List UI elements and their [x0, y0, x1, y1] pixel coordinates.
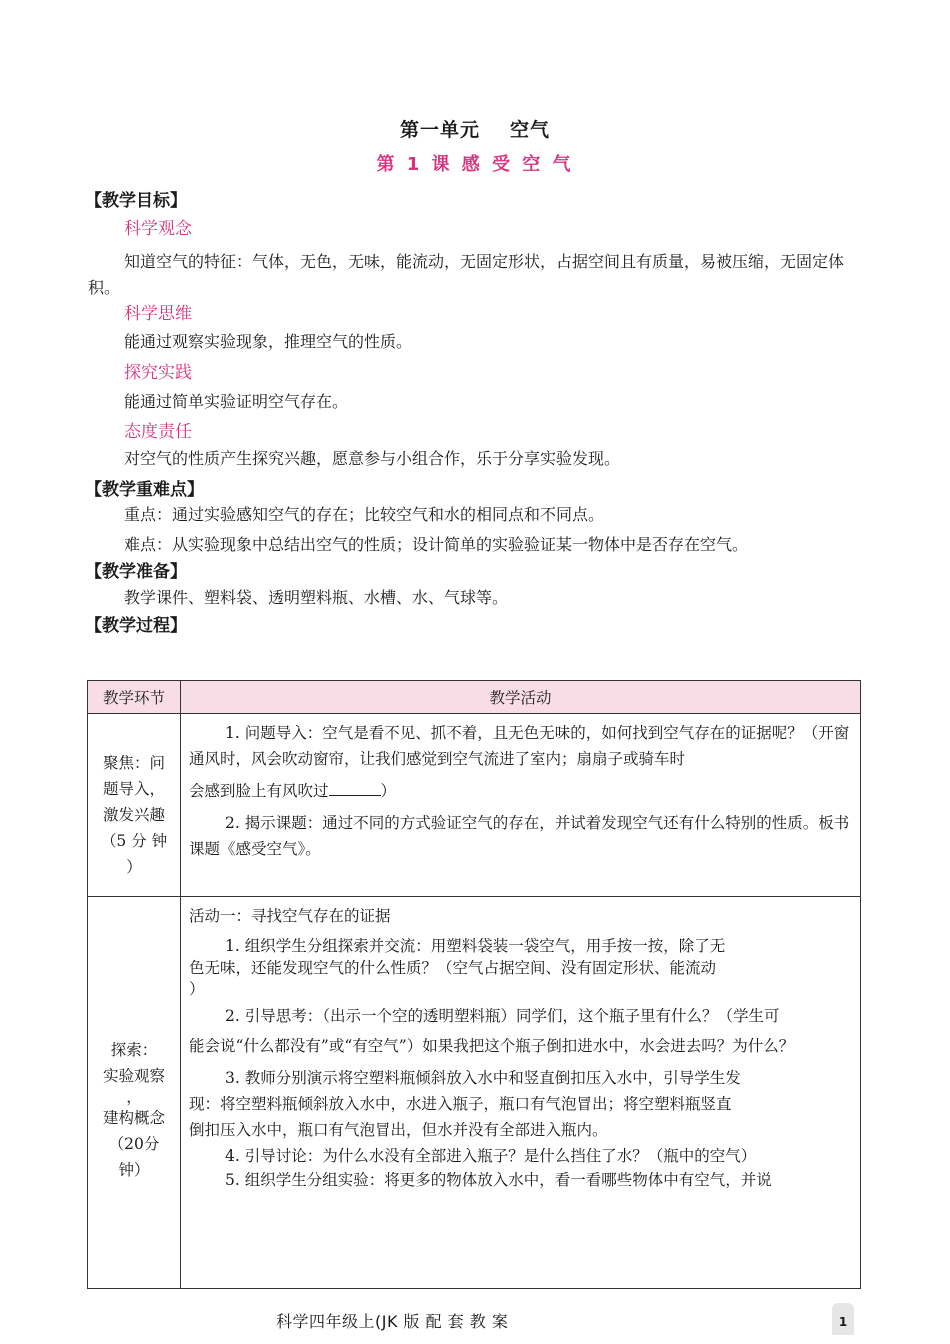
objective-3-text: 能通过简单实验证明空气存在。 — [124, 392, 349, 411]
activity-paragraph: 3. 教师分别演示将空塑料瓶倾斜放入水中和竖直倒扣压入水中，引导学生发 — [225, 1069, 741, 1087]
activity-paragraph: 2. 引导思考：（出示一个空的透明塑料瓶）同学们，这个瓶子里有什么？（学生可 — [225, 1007, 780, 1025]
objective-1-text-cont: 积。 — [88, 278, 121, 297]
stage-line: 实验观察 — [102, 1067, 165, 1085]
fill-blank — [329, 781, 381, 796]
objective-1-title: 科学观念 — [124, 219, 192, 239]
activity-paragraph: 2. 揭示课题：通过不同的方式验证空气的存在，并试着发现空气还有什么特别的性质。板书课题《感受空气》。 — [189, 814, 850, 858]
activity-paragraph: 1. 组织学生分组探索并交流：用塑料袋装一袋空气，用手按一按，除了无 — [225, 937, 726, 955]
objective-4-title: 态度责任 — [124, 422, 192, 442]
activity-cell — [181, 714, 861, 897]
activity-text: ） — [380, 782, 397, 800]
objective-1-text: 知道空气的特征：气体，无色，无味，能流动，无固定形状，占据空间且有质量，易被压缩，无固定体 — [124, 252, 845, 271]
stage-line: ） — [126, 858, 142, 876]
stage-line: 钟） — [118, 1161, 150, 1179]
process-heading: 【教学过程】 — [85, 616, 187, 636]
footer-text: 科学四年级上(JK 版 配 套 教 案 — [276, 1312, 509, 1331]
lesson-title: 第 1 课 感 受 空 气 — [376, 154, 574, 175]
stage-cell — [88, 714, 181, 897]
activity-paragraph: 倒扣压入水中，瓶口有气泡冒出，但水并没有全部进入瓶内。 — [189, 1121, 608, 1139]
activity-paragraph: 1. 问题导入：空气是看不见、抓不着，且无色无味的，如何找到空气存在的证据呢？（开窗通风时，风会吹动窗帘，让我们感觉到空气流进了室内；扇扇子或骑车时 — [189, 724, 850, 768]
activity-paragraph: ） — [189, 980, 205, 998]
stage-line: 建构概念 — [102, 1109, 165, 1127]
table-header-row — [88, 681, 861, 714]
table-row — [88, 897, 861, 1289]
activity-cell — [181, 897, 861, 1289]
key-point-text: 重点：通过实验感知空气的存在；比较空气和水的相同点和不同点。 — [124, 505, 605, 524]
objective-2-title: 科学思维 — [124, 304, 192, 324]
activity-paragraph: 色无味，还能发现空气的什么性质？（空气占据空间、没有固定形状、能流动 — [189, 959, 717, 977]
objective-4-text: 对空气的性质产生探究兴趣，愿意参与小组合作，乐于分享实验发现。 — [124, 449, 621, 468]
activity-text: 会感到脸上有风吹过 — [189, 782, 329, 800]
table-row — [88, 714, 861, 897]
preparation-heading: 【教学准备】 — [85, 562, 187, 582]
objective-2-text: 能通过观察实验现象，推理空气的性质。 — [124, 332, 413, 351]
stage-line: 激发兴趣 — [102, 806, 165, 824]
stage-line: 探索： — [110, 1041, 158, 1059]
objectives-heading: 【教学目标】 — [85, 191, 187, 211]
objective-3-title: 探究实践 — [124, 363, 192, 383]
header-stage: 教学环节 — [88, 681, 181, 714]
header-activity: 教学活动 — [181, 681, 861, 714]
activity-heading: 活动一：寻找空气存在的证据 — [189, 907, 391, 925]
activity-paragraph — [189, 778, 852, 804]
unit-name: 空气 — [510, 119, 551, 141]
stage-cell — [88, 897, 181, 1289]
stage-line: 题导入， — [102, 780, 165, 798]
preparation-text: 教学课件、塑料袋、透明塑料瓶、水槽、水、气球等。 — [124, 588, 509, 607]
unit-title — [0, 115, 950, 142]
activity-paragraph: 能会说“什么都没有”或“有空气”）如果我把这个瓶子倒扣进水中，水会进去吗？为什么？ — [189, 1037, 795, 1055]
stage-line: （20分 — [108, 1135, 160, 1153]
activity-paragraph: 现：将空塑料瓶倾斜放入水中，水进入瓶子，瓶口有气泡冒出；将空塑料瓶竖直 — [189, 1095, 732, 1113]
lesson-table — [87, 680, 861, 1289]
difficulty-text: 难点：从实验现象中总结出空气的性质；设计简单的实验验证某一物体中是否存在空气。 — [124, 535, 749, 554]
stage-line: （5 分 钟 — [100, 832, 168, 850]
page-number: 1 — [832, 1303, 854, 1335]
stage-line: ， — [126, 1088, 142, 1106]
key-points-heading: 【教学重难点】 — [85, 480, 204, 500]
activity-paragraph: 4. 引导讨论：为什么水没有全部进入瓶子？是什么挡住了水？（瓶中的空气） — [225, 1147, 757, 1165]
unit-number: 第一单元 — [399, 119, 480, 141]
stage-line: 聚焦：问 — [102, 754, 165, 772]
activity-paragraph: 5. 组织学生分组实验：将更多的物体放入水中，看一看哪些物体中有空气，并说 — [225, 1171, 772, 1189]
